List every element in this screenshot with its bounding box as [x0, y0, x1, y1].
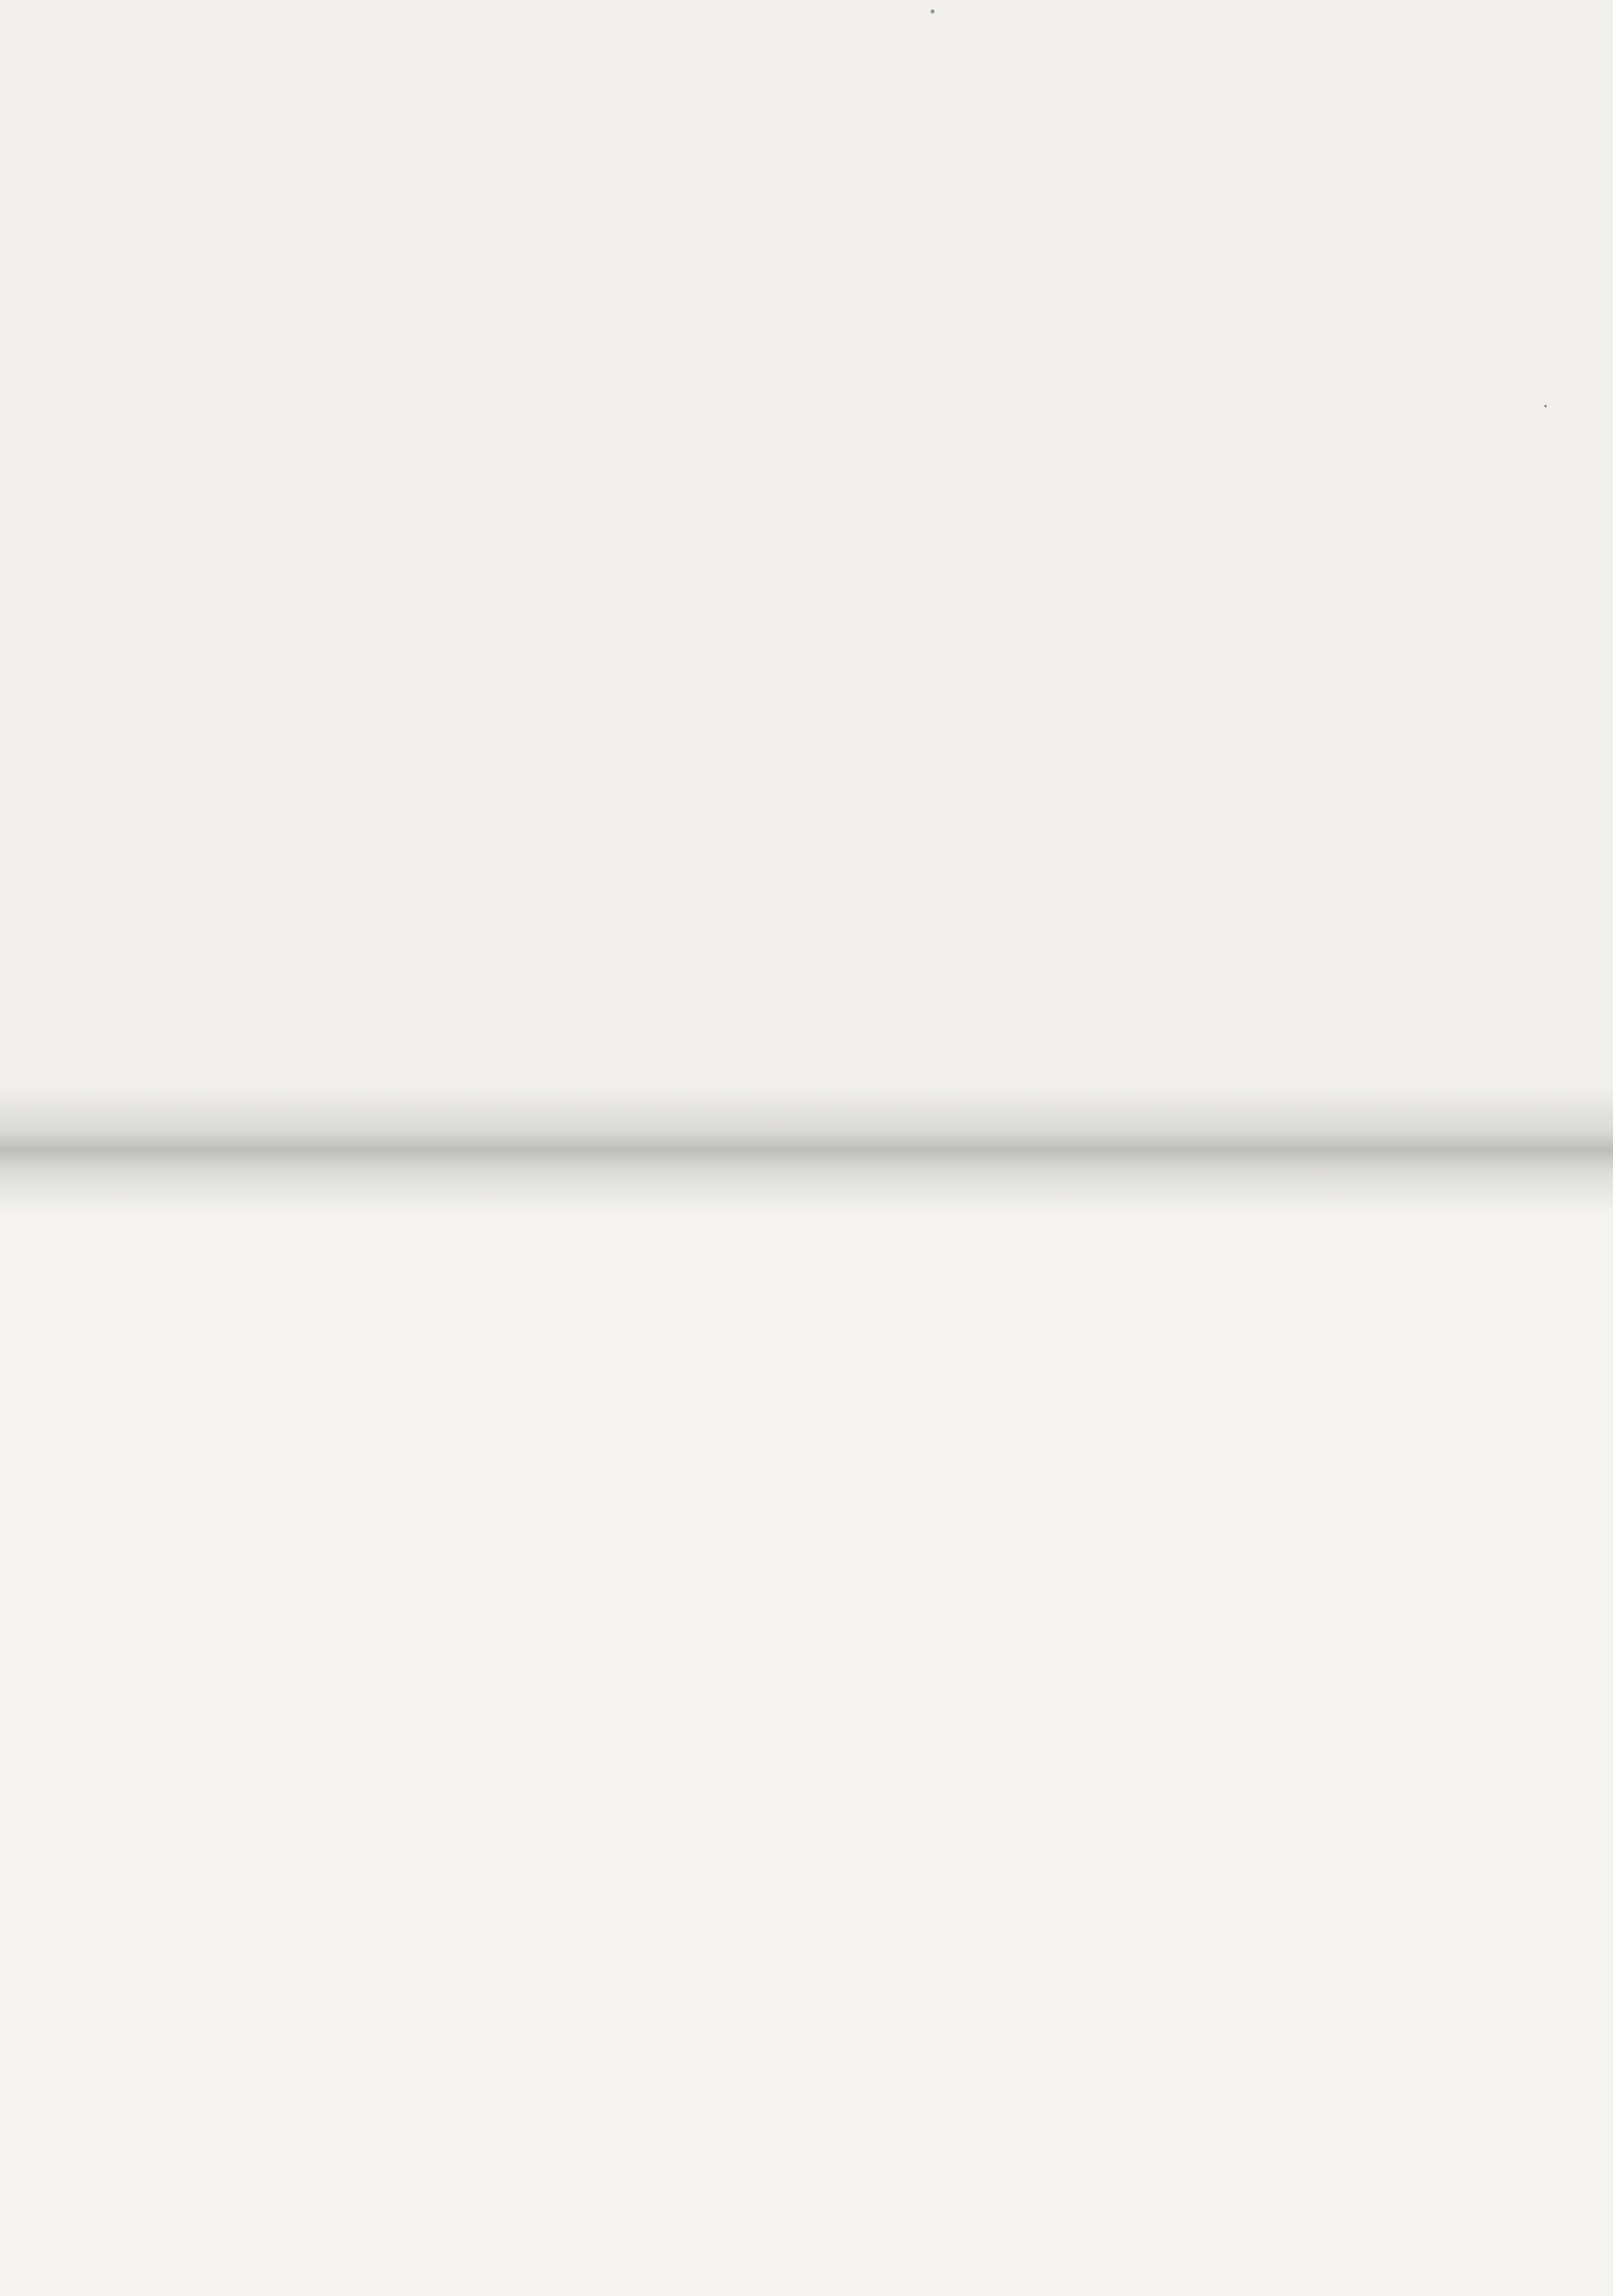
- left-page-paper: [0, 0, 1613, 1120]
- book-gutter-shadow: [0, 1086, 1613, 1214]
- scan-speck: [1544, 405, 1547, 407]
- scan-speck: [931, 9, 935, 13]
- right-page-paper: [0, 1174, 1613, 2296]
